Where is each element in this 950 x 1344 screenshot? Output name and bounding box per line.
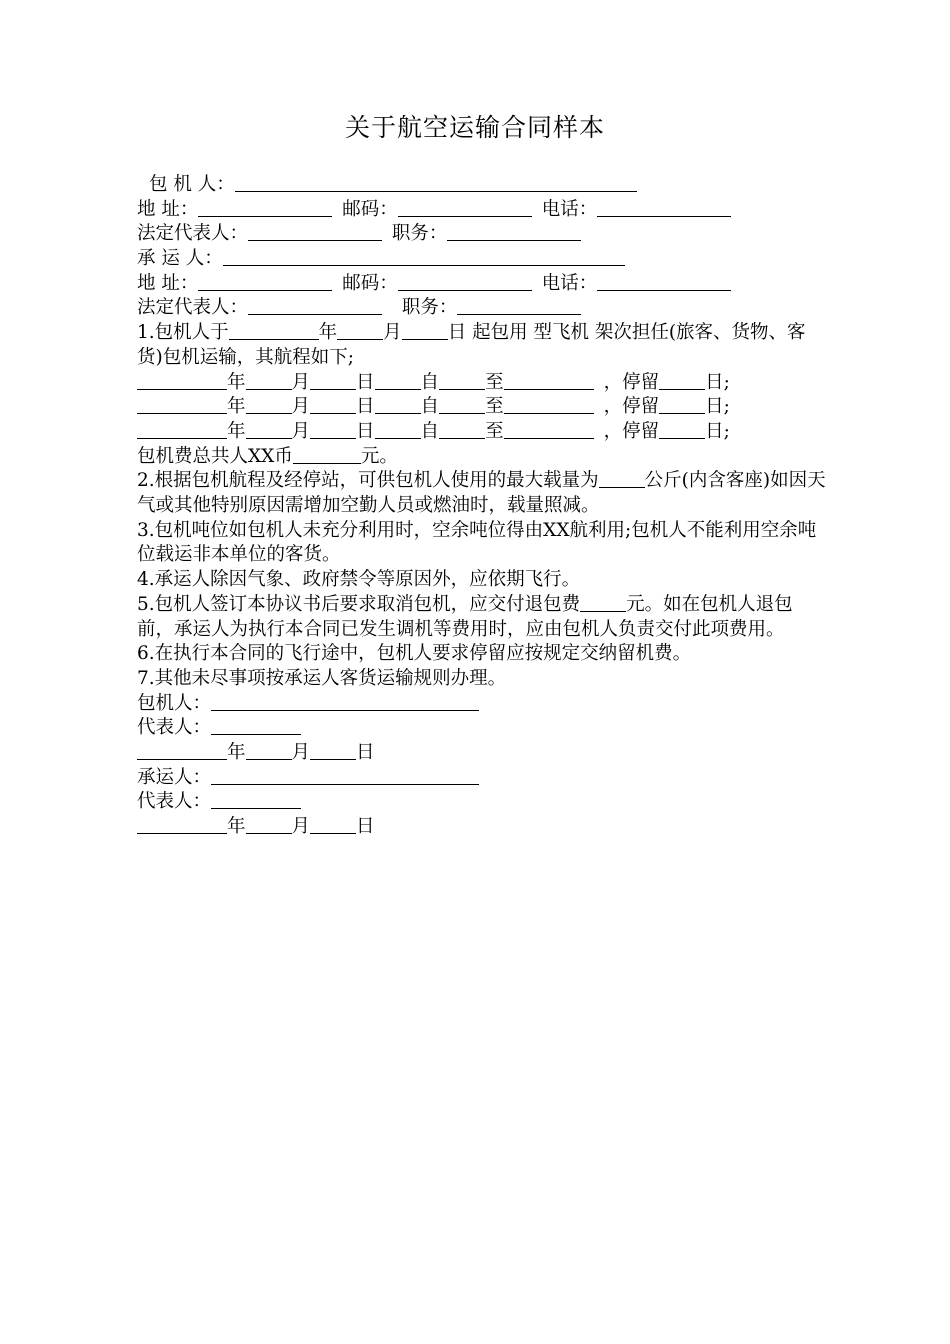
clause-1-year-blank[interactable]: [229, 321, 319, 340]
sign-b-rep-blank[interactable]: [211, 790, 301, 809]
flight-day-blank[interactable]: [310, 420, 356, 439]
clause-5-text-end: 元。如在包机人退包前，承运人为执行本合同已发生调机等费用时，应由包机人负责交付此项费用。: [137, 593, 793, 640]
clause-2-load-blank[interactable]: [599, 469, 645, 488]
flight-gap-blank[interactable]: [375, 371, 421, 390]
flight-stay-end-label: 日;: [705, 396, 730, 418]
flight-day-blank[interactable]: [310, 371, 356, 390]
flight-year-blank[interactable]: [137, 420, 227, 439]
party-a-postcode-blank[interactable]: [398, 198, 532, 217]
clause-2-text-end: 公斤(内含客座)如因天气或其他特别原因需增加空勤人员或燃油时，载量照减。: [137, 470, 826, 516]
party-b-address-blank[interactable]: [198, 272, 332, 291]
flight-stay-label: ，停留: [603, 371, 660, 393]
sign-b-month-blank[interactable]: [246, 815, 292, 834]
flight-gap-blank[interactable]: [375, 420, 421, 439]
flight-month-label: 月: [291, 420, 311, 442]
party-b-phone-blank[interactable]: [597, 272, 731, 291]
sign-a-year-label: 年: [227, 741, 246, 763]
party-a-name-line: [137, 173, 827, 198]
clause-2: [137, 469, 827, 518]
clause-1-day-blank[interactable]: [402, 321, 448, 340]
fee-amount-blank[interactable]: [293, 445, 361, 464]
clause-3: 3.包机吨位如包机人未充分利用时，空余吨位得由XX航利用;包机人不能利用空余吨位载运非本单位的客货。: [137, 519, 817, 566]
flight-month-blank[interactable]: [246, 395, 292, 414]
clause-5-text-start: 5.包机人签订本协议书后要求取消包机，应交付退包费: [137, 593, 581, 615]
party-a-position-label: 职务：: [391, 223, 448, 245]
flight-to-blank[interactable]: [504, 395, 594, 414]
sign-b-party-line: [137, 766, 827, 791]
fee-label: 包机费总共人XX币: [137, 445, 293, 467]
party-b-rep-blank[interactable]: [248, 296, 382, 315]
sign-a-year-blank[interactable]: [137, 741, 227, 760]
flight-row: [137, 420, 827, 445]
party-b-rep-line: [137, 296, 827, 321]
flight-to-label: 至: [485, 396, 504, 418]
sign-a-party-line: [137, 692, 827, 717]
party-a-phone-blank[interactable]: [597, 198, 731, 217]
clause-1-text-end: 日 起包用 型飞机 架次担任(旅客、货物、客货)包机运输，其航程如下;: [137, 322, 806, 368]
flight-row: [137, 371, 827, 396]
flight-year-blank[interactable]: [137, 371, 227, 390]
flight-stay-blank[interactable]: [659, 420, 705, 439]
flight-to-blank[interactable]: [504, 371, 594, 390]
party-b-postcode-blank[interactable]: [398, 272, 532, 291]
sign-a-day-blank[interactable]: [310, 741, 356, 760]
flight-year-blank[interactable]: [137, 395, 227, 414]
flight-from-label: 自: [420, 371, 440, 393]
clause-6: 6.在执行本合同的飞行途中，包机人要求停留应按规定交纳留机费。: [137, 643, 692, 665]
sign-a-rep-label: 代表人：: [137, 717, 212, 739]
clause-1-text-start: 1.包机人于: [137, 322, 229, 344]
sign-a-rep-blank[interactable]: [211, 716, 301, 735]
flight-from-label: 自: [420, 420, 440, 442]
flight-from-blank[interactable]: [439, 420, 485, 439]
document-body: [137, 173, 827, 840]
flight-day-label: 日: [356, 371, 375, 393]
sign-b-day-label: 日: [356, 816, 375, 838]
clause-5-fee-blank[interactable]: [580, 593, 626, 612]
sign-b-year-blank[interactable]: [137, 815, 227, 834]
flight-to-blank[interactable]: [504, 420, 594, 439]
clause-2-text-start: 2.根据包机航程及经停站，可供包机人使用的最大载量为: [137, 470, 599, 492]
flight-from-blank[interactable]: [439, 395, 485, 414]
sign-b-month-label: 月: [291, 816, 311, 838]
flight-month-blank[interactable]: [246, 371, 292, 390]
party-a-address-line: [137, 198, 827, 223]
fee-unit: 元。: [360, 445, 398, 467]
clause-4: 4.承运人除因气象、政府禁令等原因外，应依期飞行。: [137, 569, 581, 591]
flight-month-label: 月: [291, 396, 311, 418]
clause-5: [137, 593, 827, 642]
party-b-address-label: 地 址：: [137, 272, 199, 294]
sign-b-rep-label: 代表人：: [137, 791, 212, 813]
flight-stay-label: ，停留: [603, 420, 660, 442]
flight-day-label: 日: [356, 396, 375, 418]
flight-row: [137, 395, 827, 420]
document-title: 关于航空运输合同样本: [344, 113, 605, 142]
clause-1-month-label: 月: [383, 322, 402, 344]
party-a-position-blank[interactable]: [447, 222, 581, 241]
party-b-name-label: 承 运 人：: [137, 248, 223, 270]
party-b-position-blank[interactable]: [457, 296, 581, 315]
flight-stay-blank[interactable]: [659, 371, 705, 390]
party-b-name-blank[interactable]: [223, 247, 625, 266]
party-b-postcode-label: 邮码：: [342, 272, 398, 294]
sign-b-date-line: [137, 815, 827, 840]
flight-day-blank[interactable]: [310, 395, 356, 414]
clause-1-month-blank[interactable]: [337, 321, 383, 340]
flight-to-label: 至: [485, 420, 504, 442]
flight-month-blank[interactable]: [246, 420, 292, 439]
party-b-position-label: 职务：: [401, 297, 458, 319]
sign-b-party-label: 承运人：: [137, 766, 212, 788]
flight-stay-end-label: 日;: [705, 420, 730, 442]
flight-gap-blank[interactable]: [375, 395, 421, 414]
clause-1: [137, 321, 827, 370]
sign-a-party-blank[interactable]: [211, 692, 479, 711]
clause-7: 7.其他未尽事项按承运人客货运输规则办理。: [137, 667, 507, 689]
flight-from-label: 自: [420, 396, 440, 418]
flight-from-blank[interactable]: [439, 371, 485, 390]
sign-b-rep-line: [137, 790, 827, 815]
sign-a-month-blank[interactable]: [246, 741, 292, 760]
party-a-address-blank[interactable]: [198, 198, 332, 217]
sign-b-party-blank[interactable]: [211, 766, 479, 785]
sign-a-date-line: [137, 741, 827, 766]
sign-b-year-label: 年: [227, 816, 246, 838]
flight-stay-label: ，停留: [603, 396, 660, 418]
sign-a-party-label: 包机人：: [137, 692, 212, 714]
party-a-rep-blank[interactable]: [248, 222, 382, 241]
party-b-phone-label: 电话：: [541, 272, 598, 294]
flight-year-label: 年: [227, 420, 246, 442]
sign-a-rep-line: [137, 716, 827, 741]
party-a-address-label: 地 址：: [137, 198, 199, 220]
party-a-phone-label: 电话：: [541, 198, 598, 220]
party-a-rep-line: [137, 222, 827, 247]
flight-year-label: 年: [227, 371, 246, 393]
party-a-postcode-label: 邮码：: [342, 198, 398, 220]
fee-line: [137, 445, 827, 470]
flight-month-label: 月: [291, 371, 311, 393]
flight-stay-end-label: 日;: [705, 371, 730, 393]
party-a-name-blank[interactable]: [235, 173, 637, 192]
flight-day-label: 日: [356, 420, 375, 442]
party-a-name-label: 包 机 人：: [149, 174, 235, 195]
flight-stay-blank[interactable]: [659, 395, 705, 414]
sign-b-day-blank[interactable]: [310, 815, 356, 834]
clause-1-year-label: 年: [318, 322, 338, 344]
party-b-rep-label: 法定代表人：: [137, 297, 249, 319]
flight-year-label: 年: [227, 396, 246, 418]
flight-to-label: 至: [485, 371, 504, 393]
party-a-rep-label: 法定代表人：: [137, 223, 249, 245]
party-b-address-line: [137, 272, 827, 297]
party-b-name-line: [137, 247, 827, 272]
sign-a-month-label: 月: [291, 741, 311, 763]
sign-a-day-label: 日: [356, 741, 375, 763]
